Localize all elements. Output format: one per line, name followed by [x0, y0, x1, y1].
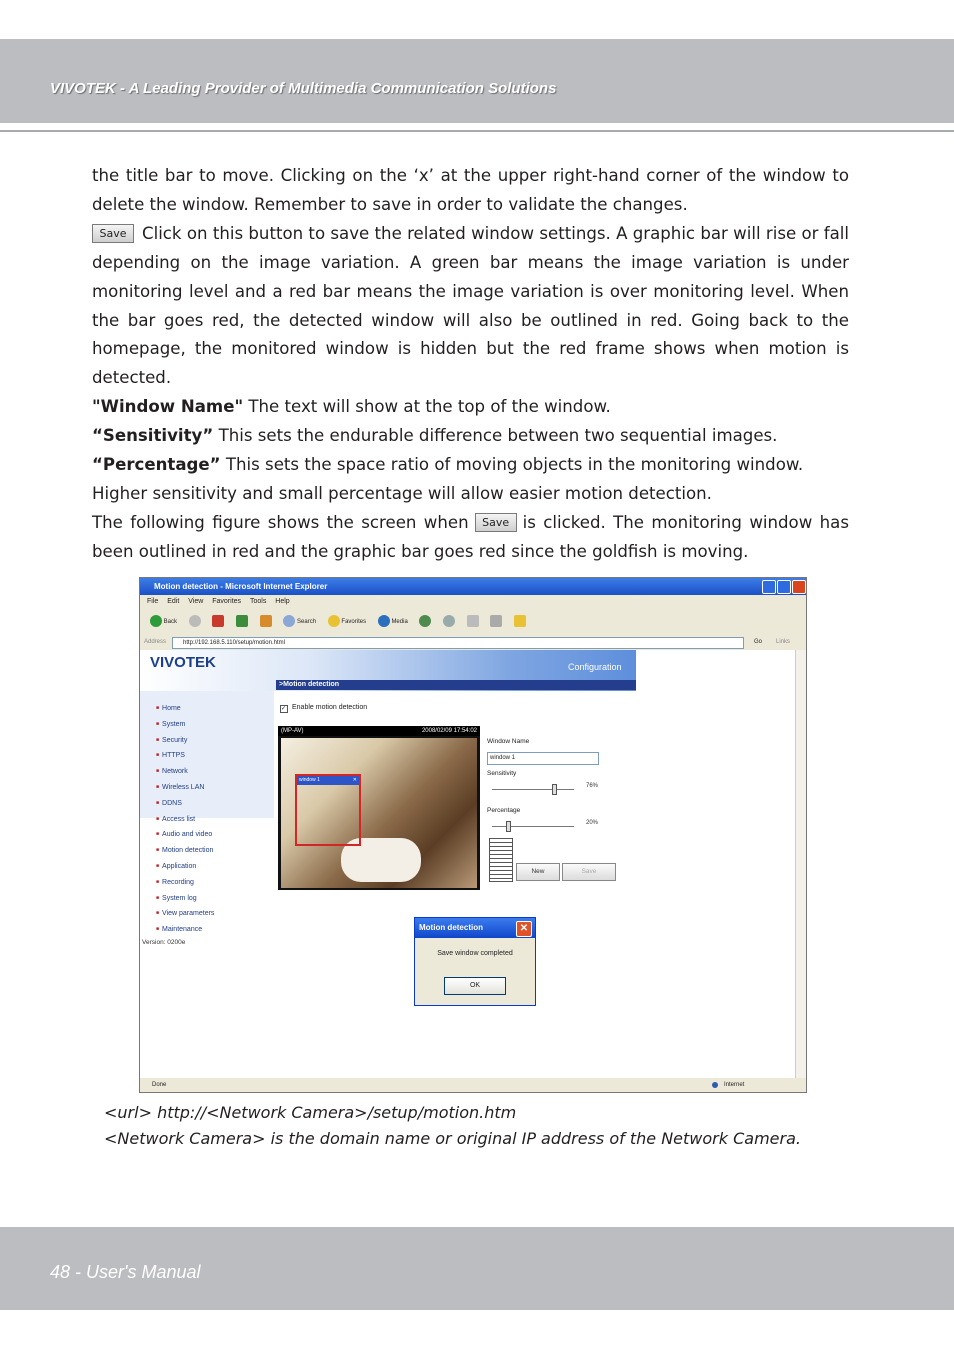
sensitivity-label: Sensitivity [487, 770, 517, 777]
status-done: Done [152, 1082, 167, 1088]
edit-icon[interactable] [490, 615, 502, 627]
version-label: Version: 0200e [142, 939, 186, 946]
percentage-knob[interactable] [506, 821, 511, 832]
nav-system-log[interactable]: ■ System log [156, 891, 214, 907]
sensitivity-value: 76% [586, 783, 599, 789]
nav-home[interactable]: ■ Home [156, 701, 214, 717]
dialog-close-icon[interactable]: ✕ [516, 921, 532, 937]
close-icon[interactable] [792, 580, 806, 594]
configuration-label: Configuration [568, 662, 622, 672]
video-timestamp: 2008/02/09 17:54:02 [421, 728, 477, 734]
sensitivity-slider[interactable] [492, 789, 574, 790]
paragraph-title-bar: the title bar to move. Clicking on the ‘x’ at the upper right-hand corner of the window to delete the window. Remember to save in order to validate the changes. [92, 166, 849, 214]
percentage-label: Percentage [487, 807, 521, 814]
back-label[interactable]: Back [163, 619, 178, 625]
nav-system[interactable]: ■ System [156, 717, 214, 733]
section-title: >Motion detection [276, 680, 636, 690]
go-button[interactable]: Go [754, 639, 763, 645]
caption-url: <url> http://<Network Camera>/setup/motion.htm [104, 1103, 517, 1122]
dialog-ok-button[interactable]: OK [444, 977, 506, 995]
motion-window-title[interactable] [297, 776, 359, 785]
header-divider [0, 130, 954, 132]
media-icon[interactable] [378, 615, 390, 627]
figure-text-before: The following figure shows the screen when [92, 512, 469, 532]
menu-view[interactable]: View [188, 598, 204, 605]
mail-icon[interactable] [443, 615, 455, 627]
desc-percentage: This sets the space ratio of moving objects in the monitoring window. [225, 455, 804, 475]
video-header [278, 726, 480, 736]
browser-menu-bar [140, 595, 806, 609]
forward-icon[interactable] [189, 615, 201, 627]
enable-checkbox[interactable]: ✓ [281, 706, 287, 712]
address-input[interactable]: http://192.168.5.110/setup/motion.html [172, 637, 744, 649]
print-icon[interactable] [467, 615, 479, 627]
favorites-icon[interactable] [328, 615, 340, 627]
sensitivity-knob[interactable] [552, 784, 557, 795]
vivotek-logo: VIVOTEK [150, 654, 216, 671]
caption-note: <Network Camera> is the domain name or original IP address of the Network Camera. [104, 1129, 801, 1148]
motion-window[interactable] [295, 774, 361, 846]
term-window-name: "Window Name" [92, 397, 244, 417]
window-name-input[interactable]: window 1 [487, 752, 599, 765]
save-button-image-inline: Save [475, 513, 517, 532]
refresh-icon[interactable] [236, 615, 248, 627]
folder-icon[interactable] [514, 615, 526, 627]
nav-motion-detection[interactable]: ■ Motion detection [156, 843, 214, 859]
body-text [92, 162, 849, 567]
save-button-disabled[interactable]: Save [562, 863, 616, 881]
window-name-label: Window Name [487, 738, 530, 745]
favorites-label[interactable]: Favorites [341, 619, 367, 625]
menu-help[interactable]: Help [275, 598, 290, 605]
nav-https[interactable]: ■ HTTPS [156, 748, 214, 764]
nav-access-list[interactable]: ■ Access list [156, 812, 214, 828]
nav-application[interactable]: ■ Application [156, 859, 214, 875]
browser-title-bar [140, 578, 806, 595]
footer-page-number: 48 - User's Manual [50, 1262, 201, 1282]
video-preview [278, 726, 480, 890]
graphic-bar [489, 838, 513, 882]
paragraph-figure [92, 509, 849, 567]
browser-title: Motion detection - Microsoft Internet Explorer [154, 582, 328, 591]
save-description: Click on this button to save the related window settings. A graphic bar will rise or fall depending on the image variation. A green bar means the image variation is under monitoring level and a red bar means the image variation is over monitoring level. When the bar goes red, the detected window will also be outlined in red. Going back to the homepage, the monitored window is hidden but the red frame shows when motion is detected. [92, 223, 849, 388]
links-label[interactable]: Links [776, 639, 791, 645]
nav-network[interactable]: ■ Network [156, 764, 214, 780]
history-icon[interactable] [419, 615, 431, 627]
camera-image [281, 738, 477, 888]
nav-recording[interactable]: ■ Recording [156, 875, 214, 891]
menu-file[interactable]: File [147, 598, 159, 605]
percentage-slider[interactable] [492, 826, 574, 827]
search-label[interactable]: Search [297, 619, 317, 625]
paragraph-save [92, 220, 849, 393]
search-icon[interactable] [283, 615, 295, 627]
new-button[interactable]: New [516, 863, 560, 881]
nav-maintenance[interactable]: ■ Maintenance [156, 922, 214, 938]
address-label: Address [144, 639, 167, 645]
menu-favorites[interactable]: Favorites [212, 598, 242, 605]
dialog-title-bar [415, 918, 535, 938]
browser-address-bar [140, 635, 806, 650]
nav-security[interactable]: ■ Security [156, 733, 214, 749]
browser-scrollbar[interactable] [795, 650, 806, 1078]
sidebar-nav [156, 701, 214, 938]
term-sensitivity: “Sensitivity” [92, 426, 214, 446]
status-zone: Internet [724, 1082, 745, 1088]
media-label[interactable]: Media [391, 619, 408, 625]
motion-window-close-icon[interactable]: ✕ [352, 777, 357, 783]
nav-view-parameters[interactable]: ■ View parameters [156, 906, 214, 922]
save-button-image: Save [92, 224, 134, 243]
video-codec: (MP-AV) [281, 728, 304, 734]
paragraph-percentage [92, 451, 849, 480]
menu-edit[interactable]: Edit [167, 598, 180, 605]
desc-sensitivity: This sets the endurable difference between two sequential images. [218, 426, 778, 446]
minimize-icon[interactable] [762, 580, 776, 594]
paragraph-window-name [92, 393, 849, 422]
dialog-title: Motion detection [419, 923, 483, 932]
nav-ddns[interactable]: ■ DDNS [156, 796, 214, 812]
back-icon[interactable] [150, 615, 162, 627]
menu-tools[interactable]: Tools [250, 598, 267, 605]
desc-window-name: The text will show at the top of the window. [248, 397, 611, 417]
paragraph-higher: Higher sensitivity and small percentage will allow easier motion detection. [92, 483, 712, 503]
enable-label: Enable motion detection [292, 704, 368, 711]
nav-wireless-lan[interactable]: ■ Wireless LAN [156, 780, 214, 796]
term-percentage: “Percentage” [92, 455, 221, 475]
nav-audio-video[interactable]: ■ Audio and video [156, 827, 214, 843]
screenshot-figure [139, 577, 807, 1093]
save-dialog [414, 917, 536, 1006]
dialog-message: Save window completed [437, 950, 513, 957]
globe-icon [712, 1082, 718, 1088]
motion-window-name: window 1 [299, 777, 320, 783]
home-icon[interactable] [260, 615, 272, 627]
maximize-icon[interactable] [777, 580, 791, 594]
paragraph-sensitivity [92, 422, 849, 451]
browser-toolbar [140, 609, 806, 635]
header-title: VIVOTEK - A Leading Provider of Multimedia Communication Solutions [50, 80, 557, 97]
figure-text-after: is clicked. The monitoring window has been outlined in red and the graphic bar goes red since the goldfish is moving. [92, 512, 849, 561]
stop-icon[interactable] [212, 615, 224, 627]
enable-motion-row[interactable] [280, 704, 367, 713]
browser-status-bar [140, 1078, 806, 1092]
percentage-value: 20% [586, 820, 599, 826]
